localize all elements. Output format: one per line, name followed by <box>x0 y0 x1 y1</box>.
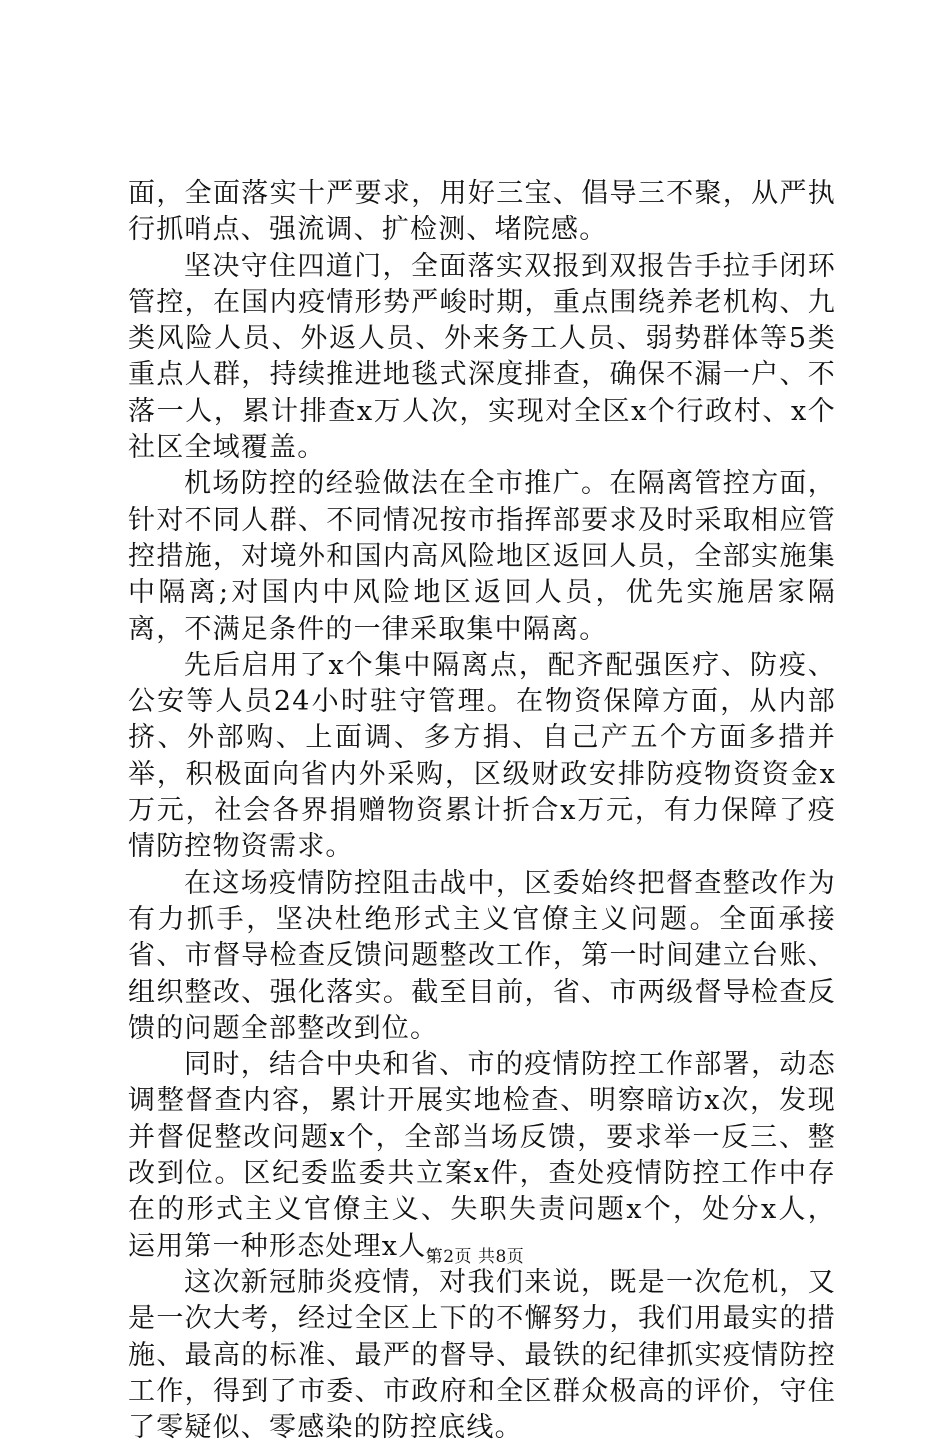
paragraph-continuation: 面，全面落实十严要求，用好三宝、倡导三不聚，从严执行抓哨点、强流调、扩检测、堵院感。 <box>128 178 836 246</box>
paragraph: 坚决守住四道门，全面落实双报到双报告手拉手闭环管控，在国内疫情形势严峻时期，重点围绕养老机构、九类风险人员、外返人员、外来务工人员、弱势群体等5类重点人群，持续推进地毯式深度排查，确保不漏一户、不落一人，累计排查x万人次，实现对全区x个行政村、x个社区全域覆盖。 <box>128 250 836 464</box>
paragraph: 机场防控的经验做法在全市推广。在隔离管控方面，针对不同人群、不同情况按市指挥部要求及时采取相应管控措施，对境外和国内高风险地区返回人员，全部实施集中隔离;对国内中风险地区返回人员，优先实施居家隔离，不满足条件的一律采取集中隔离。 <box>128 468 836 645</box>
paragraph: 在这场疫情防控阻击战中，区委始终把督查整改作为有力抓手，坚决杜绝形式主义官僚主义问题。全面承接省、市督导检查反馈问题整改工作，第一时间建立台账、组织整改、强化落实。截至目前，省、市两级督导检查反馈的问题全部整改到位。 <box>128 867 836 1044</box>
paragraph: 这次新冠肺炎疫情，对我们来说，既是一次危机，又是一次大考，经过全区上下的不懈努力，我们用最实的措施、最高的标准、最严的督导、最铁的纪律抓实疫情防控工作，得到了市委、市政府和全区群众极高的评价，守住了零疑似、零感染的防控底线。 <box>128 1266 836 1444</box>
page-number-footer: 第2页 共8页 <box>425 1247 525 1267</box>
paragraph: 先后启用了x个集中隔离点，配齐配强医疗、防疫、公安等人员24小时驻守管理。在物资保障方面，从内部挤、外部购、上面调、多方捐、自己产五个方面多措并举，积极面向省内外采购，区级财政安排防疫物资资金x万元，社会各界捐赠物资累计折合x万元，有力保障了疫情防控物资需求。 <box>128 649 836 863</box>
paragraph: 同时，结合中央和省、市的疫情防控工作部署，动态调整督查内容，累计开展实地检查、明察暗访x次，发现并督促整改问题x个，全部当场反馈，要求举一反三、整改到位。区纪委监委共立案x件，查处疫情防控工作中存在的形式主义官僚主义、失职失责问题x个，处分x人，运用第一种形态处理x人。 <box>128 1049 836 1262</box>
